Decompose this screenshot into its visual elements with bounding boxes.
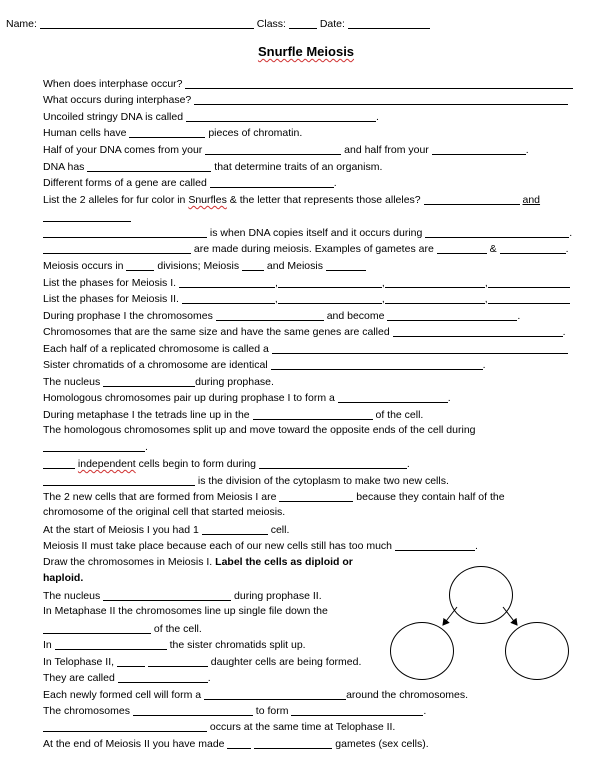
answer-field[interactable] xyxy=(253,408,373,420)
answer-field[interactable] xyxy=(43,440,145,452)
answer-field[interactable] xyxy=(185,77,573,89)
answer-field[interactable] xyxy=(278,276,382,288)
answer-field[interactable] xyxy=(272,342,568,354)
date-label: Date: xyxy=(319,18,345,30)
answer-field[interactable] xyxy=(87,160,211,172)
class-field[interactable] xyxy=(289,17,317,29)
header-row xyxy=(6,17,430,30)
page-title: Snurfle Meiosis xyxy=(257,44,355,59)
daughter-cell-right-circle[interactable] xyxy=(505,622,569,680)
answer-field[interactable] xyxy=(182,292,275,304)
class-label: Class: xyxy=(256,18,286,30)
answer-field[interactable] xyxy=(103,375,195,387)
answer-field[interactable] xyxy=(43,242,191,254)
answer-field[interactable] xyxy=(425,226,569,238)
name-field[interactable] xyxy=(40,17,254,29)
answer-field[interactable] xyxy=(194,93,568,105)
answer-field[interactable] xyxy=(43,622,151,634)
answer-field[interactable] xyxy=(205,143,341,155)
answer-field[interactable] xyxy=(259,457,407,469)
worksheet-page: Name: Class: Date: Snurfle Meiosis When does interphase occur? What occurs during interphase? Uncoiled stringy DNA is called . Human cells have pieces of chromatin. Half of your DNA comes from your and half from your . DNA has that determine traits of an organism. Different forms of a gene are called . List the 2 alleles for fur color in Snurfles & the letter that represents those alleles? and is when DNA copies itself and it occurs during . are made during meiosis. Examples of gametes are & . Meiosis occurs in divisions; Meiosis and Meiosis List the phases for Meiosis I. , , , List the phases for Meiosis II. , , , During prophase I the chromosomes and become . Chromosomes that are the same size and have the same genes are called . Each half of a replicated chromosome is called a Sister chromatids of a chromosome are identical . The nucleus during prophase. Homologous chromosomes pair up during prophase I to form a . During metaphase I the tetrads line up in the of the cell. The homologous chromosomes split up and move toward the opposite ends of the cell during . independent cells begin to form during . is the division of the cytoplasm to make two new cells. The 2 new cells that are formed from Meiosis I are because they contain half of the chromosome of the original cell that started meiosis. At the start of Meiosis I you had 1 cell. Meiosis II must take place because each of our new cells still has too much . Draw the chromosomes in Meiosis I. Label the cells as diploid or haploid. The nucleus during prophase II. In Metaphase II the chromosomes line up single file down the of the cell. In the sister chromatids split up. In Telophase II, daughter cells are being formed. They are called . Each newly formed cell will form a around the chromosomes. The chromosomes to form . occurs at the same time at Telophase II. At the end of Meiosis II you have made gametes (sex cells). xyxy=(0,0,612,770)
answer-field[interactable] xyxy=(129,126,205,138)
answer-field[interactable] xyxy=(488,292,570,304)
answer-field[interactable] xyxy=(126,259,154,271)
answer-field[interactable] xyxy=(216,309,324,321)
answer-field[interactable] xyxy=(118,671,208,683)
answer-field[interactable] xyxy=(338,391,448,403)
answer-field[interactable] xyxy=(43,720,207,732)
date-field[interactable] xyxy=(348,17,430,29)
answer-field[interactable] xyxy=(204,688,346,700)
answer-field[interactable] xyxy=(395,539,475,551)
answer-field[interactable] xyxy=(432,143,526,155)
answer-field[interactable] xyxy=(278,292,382,304)
answer-field[interactable] xyxy=(326,259,366,271)
answer-field[interactable] xyxy=(393,325,563,337)
answer-field[interactable] xyxy=(254,737,332,749)
answer-field[interactable] xyxy=(387,309,517,321)
answer-field[interactable] xyxy=(103,589,231,601)
answer-field[interactable] xyxy=(279,490,353,502)
answer-field[interactable] xyxy=(488,276,570,288)
parent-cell-circle[interactable] xyxy=(449,566,513,624)
answer-field[interactable] xyxy=(133,704,253,716)
answer-field[interactable] xyxy=(148,655,208,667)
answer-field[interactable] xyxy=(227,737,251,749)
answer-field[interactable] xyxy=(242,259,264,271)
daughter-cell-left-circle[interactable] xyxy=(390,622,454,680)
answer-field[interactable] xyxy=(500,242,566,254)
answer-field[interactable] xyxy=(55,638,167,650)
answer-field[interactable] xyxy=(202,523,268,535)
answer-field[interactable] xyxy=(43,474,195,486)
answer-field[interactable] xyxy=(117,655,145,667)
answer-field[interactable] xyxy=(437,242,487,254)
answer-field[interactable] xyxy=(385,292,485,304)
answer-field[interactable] xyxy=(291,704,423,716)
answer-field[interactable] xyxy=(179,276,275,288)
answer-field[interactable] xyxy=(210,176,334,188)
answer-field[interactable] xyxy=(424,193,520,205)
answer-field[interactable] xyxy=(43,457,75,469)
answer-field[interactable] xyxy=(43,210,131,222)
answer-field[interactable] xyxy=(186,110,376,122)
answer-field[interactable] xyxy=(43,226,207,238)
name-label: Name: xyxy=(6,18,37,30)
answer-field[interactable] xyxy=(385,276,485,288)
answer-field[interactable] xyxy=(271,358,483,370)
